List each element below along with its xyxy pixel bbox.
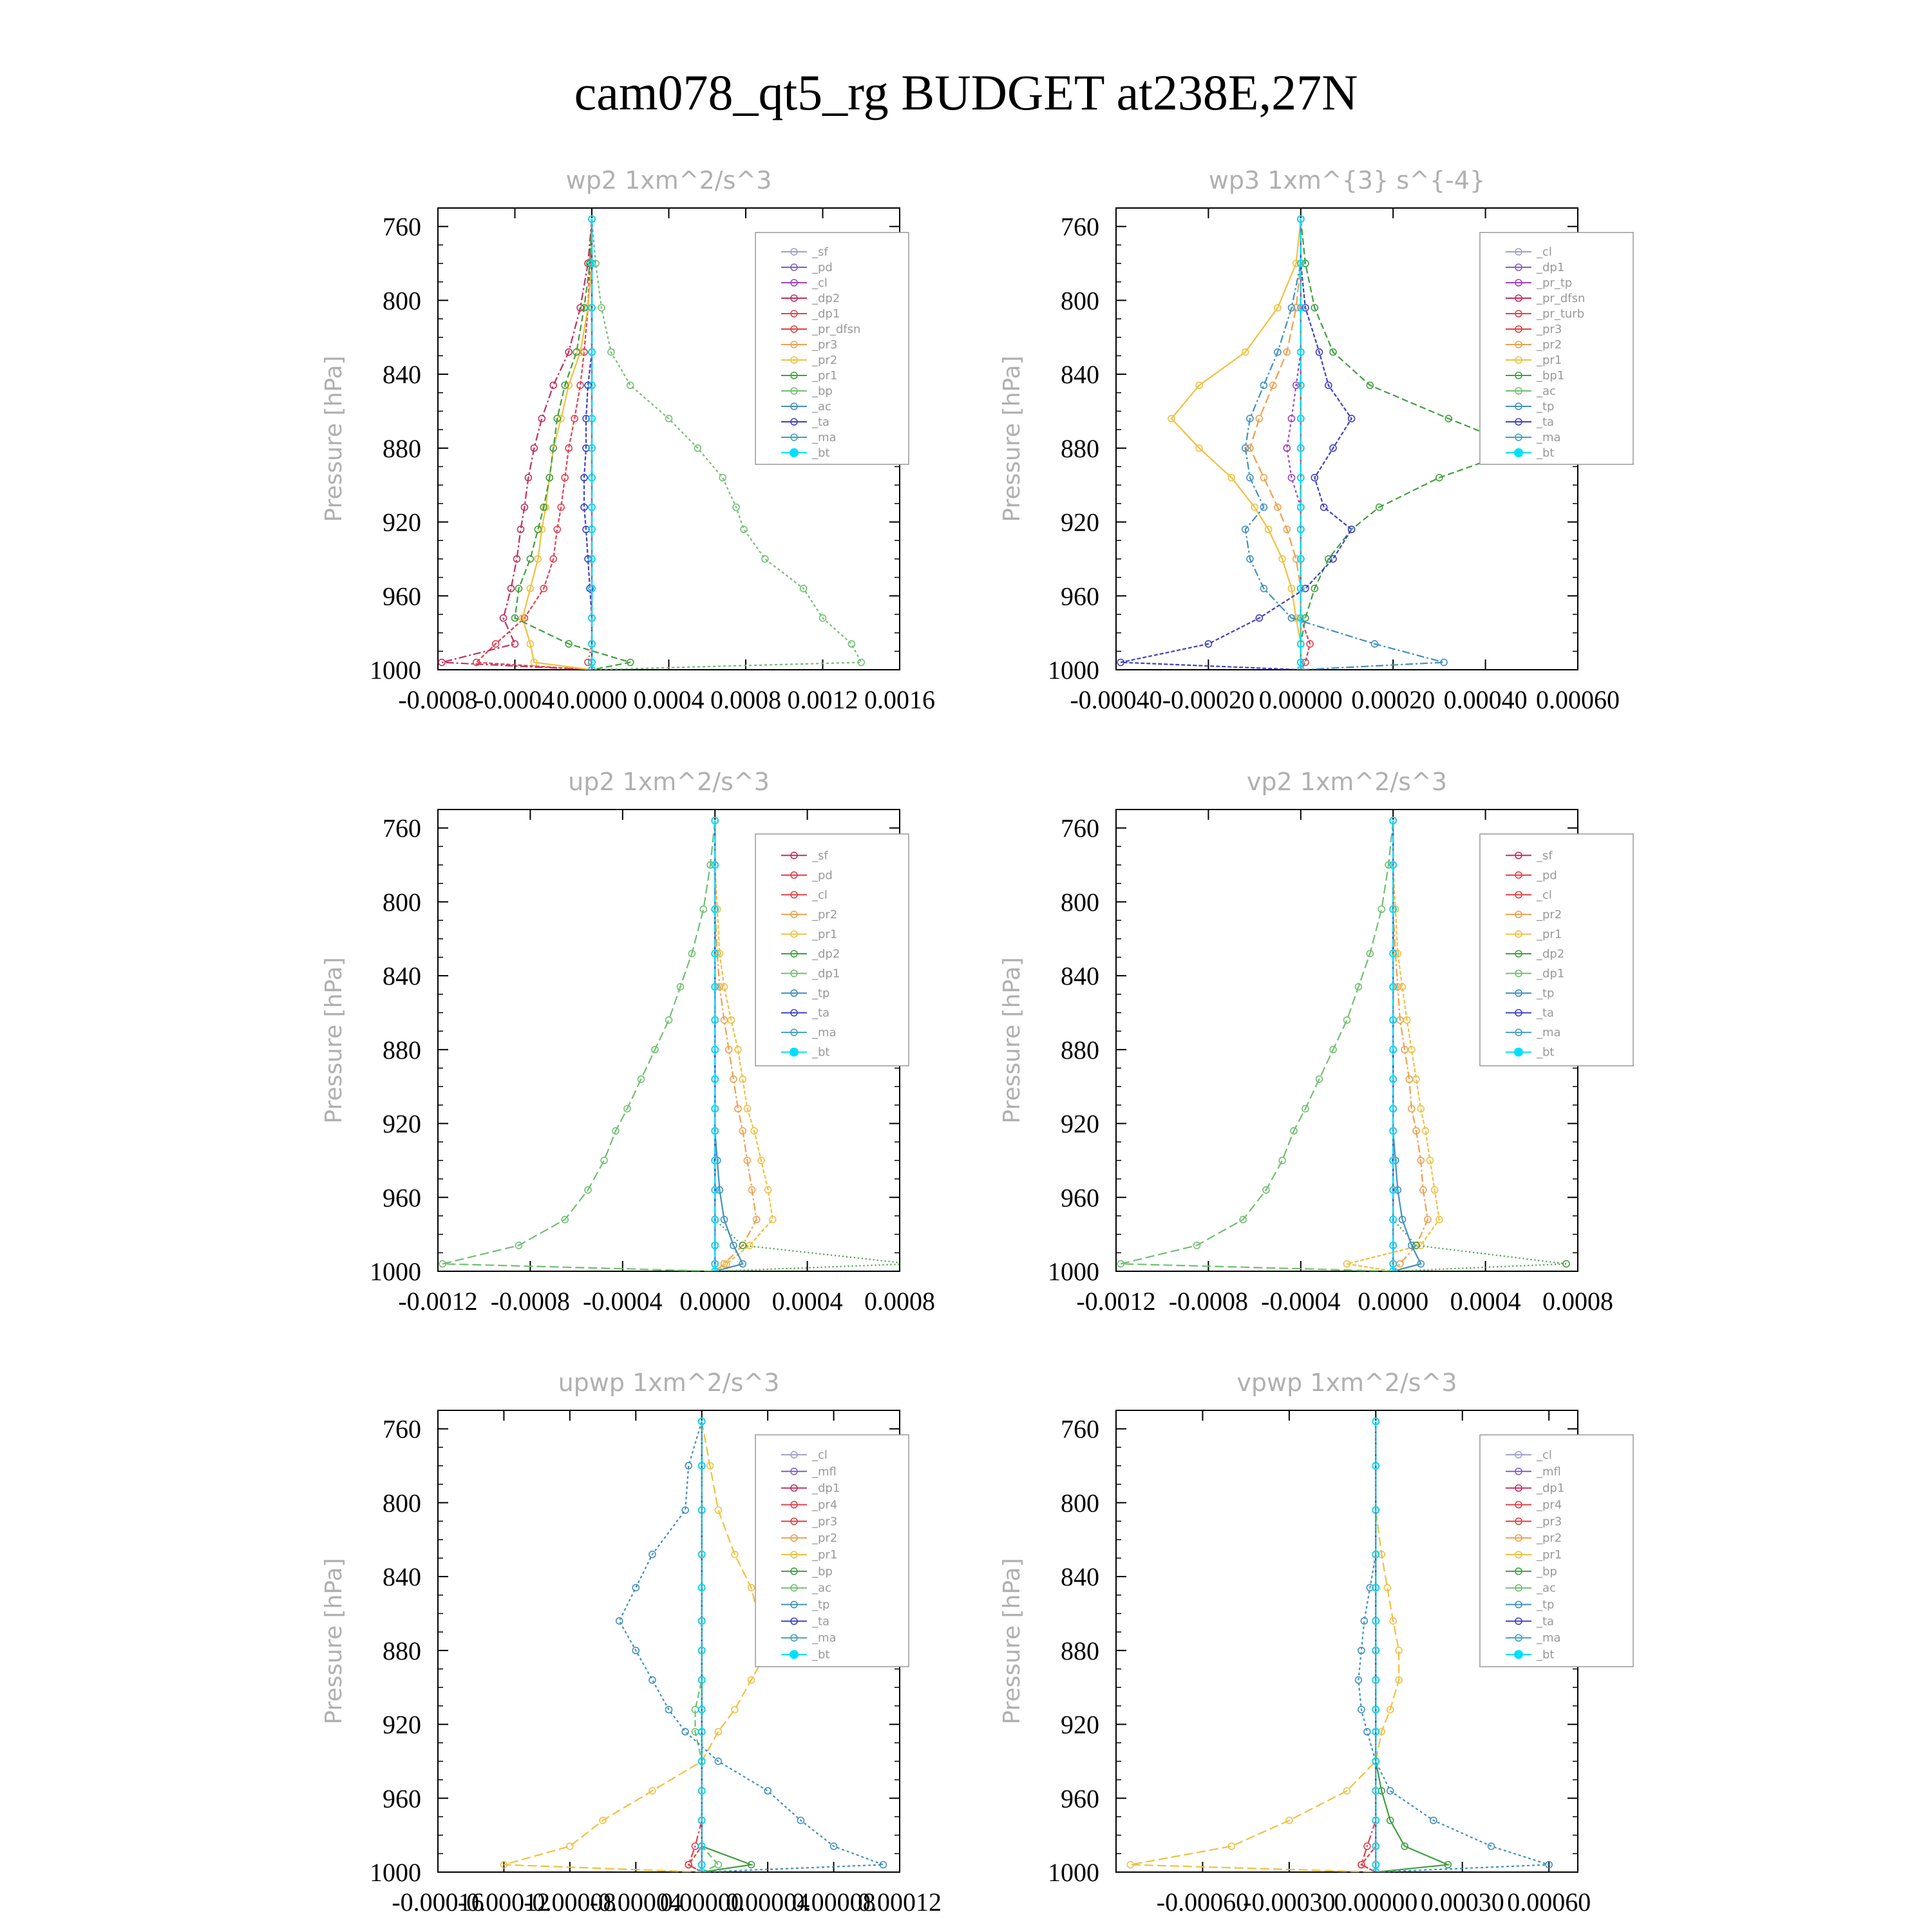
y-tick-label: 920 (383, 1710, 421, 1739)
legend-label: _dp2 (1537, 947, 1565, 961)
x-tick-label: -0.0008 (1168, 1287, 1249, 1316)
y-tick-label: 800 (383, 1488, 421, 1518)
legend (755, 834, 909, 1066)
legend-label: _pr2 (812, 907, 838, 922)
y-tick-label: 840 (383, 1562, 421, 1592)
y-tick-label: 960 (1061, 1784, 1099, 1814)
y-tick-label: 800 (1061, 1488, 1099, 1518)
legend-label: _ac (1537, 1581, 1556, 1595)
series-point (741, 526, 747, 533)
y-tick-label: 920 (383, 1109, 421, 1139)
y-tick-label: 960 (1061, 582, 1099, 611)
y-tick-label: 880 (383, 1636, 421, 1665)
legend-label: _bp (812, 1564, 833, 1578)
figure-title: cam078_qt5_rg BUDGET at238E,27N (574, 64, 1358, 120)
legend-label: _pr3 (1537, 323, 1562, 336)
x-tick-label: 0.0016 (864, 685, 935, 714)
x-tick-label: 0.0008 (1542, 1287, 1613, 1316)
y-axis-label: Pressure [hPa] (999, 355, 1025, 522)
series-point (732, 1707, 738, 1713)
panel-title: vp2 1xm^2/s^3 (1246, 768, 1448, 796)
x-tick-label: 0.0000 (1358, 1287, 1429, 1316)
legend-label: _dp1 (1537, 967, 1565, 981)
x-tick-label: 0.0004 (633, 685, 705, 714)
x-tick-label: 0.00060 (1536, 685, 1620, 714)
y-tick-label: 1000 (370, 1257, 421, 1286)
x-tick-label: -0.00004 (589, 1888, 682, 1917)
legend-marker (790, 448, 799, 457)
legend (755, 232, 909, 464)
legend-label: _pr_dfsn (812, 323, 861, 336)
chart-panel-3 (321, 768, 935, 1316)
legend-label: _ma (1537, 431, 1561, 444)
y-tick-label: 760 (383, 212, 421, 242)
y-tick-label: 800 (1061, 286, 1099, 316)
legend-marker (1514, 448, 1523, 457)
series-point (908, 1261, 914, 1267)
series-line-tp (1393, 820, 1421, 1271)
legend-label: _tp (1537, 400, 1555, 413)
series-group (1117, 216, 1526, 673)
series-line-pr2 (523, 219, 592, 670)
legend (1480, 1435, 1633, 1667)
legend-label: _pr2 (812, 1531, 838, 1546)
y-tick-label: 800 (383, 286, 421, 316)
legend-label: _ma (812, 1026, 837, 1040)
panel-title: wp3 1xm^{3} s^{-4} (1208, 166, 1486, 194)
x-tick-label: -0.00008 (524, 1888, 616, 1917)
legend-label: _pr4 (1537, 1498, 1562, 1512)
legend-label: _bt (1537, 446, 1555, 460)
x-tick-label: -0.0008 (490, 1287, 571, 1316)
panel-title: upwp 1xm^2/s^3 (558, 1368, 780, 1397)
legend-label: _tp (1537, 1598, 1555, 1612)
y-tick-label: 1000 (1048, 1257, 1099, 1286)
series-point (649, 1677, 656, 1683)
y-tick-label: 800 (1061, 887, 1099, 917)
series-point (627, 382, 634, 388)
y-tick-label: 840 (1061, 961, 1099, 991)
x-tick-label: 0.0008 (864, 1287, 935, 1316)
x-tick-label: 0.00030 (1420, 1888, 1504, 1917)
legend-label: _ma (812, 431, 837, 444)
legend-label: _ta (812, 415, 830, 429)
x-tick-label: 0.00000 (659, 1888, 744, 1917)
legend-marker (790, 1048, 799, 1057)
y-tick-label: 760 (1061, 212, 1099, 242)
y-tick-label: 960 (383, 1183, 421, 1213)
legend-label: _pr1 (812, 927, 838, 942)
series-point (682, 1728, 688, 1735)
chart-panel-6 (999, 1368, 1633, 1917)
legend-label: _tp (812, 987, 830, 1001)
series-line-pr1 (1171, 219, 1301, 670)
legend-label: _cl (1537, 245, 1552, 259)
series-line-ta (1121, 219, 1352, 670)
y-tick-label: 1000 (370, 656, 421, 685)
y-tick-label: 1000 (1048, 1858, 1099, 1887)
y-tick-label: 920 (1061, 1109, 1099, 1139)
y-tick-label: 760 (383, 813, 421, 843)
legend-label: _mfl (1537, 1464, 1561, 1479)
x-tick-label: 0.0012 (787, 685, 858, 714)
series-line-pr_turb (1301, 219, 1310, 670)
series-point (715, 1728, 721, 1735)
legend-label: _cl (812, 276, 828, 290)
series-point (567, 1843, 573, 1850)
series-line-bp (702, 1421, 752, 1872)
legend-label: _dp1 (1537, 261, 1565, 274)
panel-title: wp2 1xm^2/s^3 (565, 166, 772, 194)
legend-label: _pr_dfsn (1537, 292, 1586, 305)
series-point (848, 641, 855, 647)
x-tick-label: 0.0000 (556, 685, 627, 714)
x-tick-label: -0.00030 (1243, 1888, 1336, 1917)
legend-label: _cl (812, 1448, 828, 1462)
y-tick-label: 840 (1061, 1562, 1099, 1592)
series-point (715, 1862, 721, 1868)
series-point (1260, 382, 1267, 388)
series-point (550, 382, 556, 388)
series-point (632, 1584, 639, 1591)
legend-label: _mfl (812, 1464, 837, 1479)
legend-label: _ma (812, 1631, 837, 1645)
x-tick-label: 0.0008 (710, 685, 781, 714)
y-tick-label: 960 (383, 1784, 421, 1814)
x-tick-label: -0.0012 (1076, 1287, 1156, 1316)
legend-label: _cl (812, 888, 828, 902)
legend-label: _sf (812, 245, 828, 259)
legend-label: _dp1 (812, 1481, 840, 1495)
series-line-dp1 (442, 820, 715, 1271)
series-point (1260, 475, 1267, 481)
x-tick-label: 0.00020 (1351, 685, 1435, 714)
legend-label: _bt (1537, 1648, 1555, 1662)
y-tick-label: 920 (383, 507, 421, 537)
x-tick-label: -0.0012 (398, 1287, 478, 1316)
series-line-pr1 (1130, 1421, 1399, 1872)
legend-marker (1514, 1048, 1523, 1057)
legend-label: _pr1 (1537, 927, 1562, 942)
x-tick-label: -0.00020 (1162, 685, 1255, 714)
y-tick-label: 840 (1061, 360, 1099, 390)
legend-label: _dp1 (812, 967, 840, 981)
x-tick-label: -0.0004 (475, 685, 555, 714)
y-tick-label: 960 (383, 582, 421, 611)
panel-title: up2 1xm^2/s^3 (568, 768, 770, 796)
x-tick-label: -0.00060 (1156, 1888, 1249, 1917)
series-point (601, 1157, 607, 1164)
x-tick-label: 0.00060 (1507, 1888, 1591, 1917)
series-line-pr3 (688, 1421, 702, 1872)
y-tick-label: 960 (1061, 1183, 1099, 1213)
y-axis-label: Pressure [hPa] (999, 1558, 1025, 1725)
series-point (616, 1618, 623, 1624)
legend-label: _pd (812, 868, 833, 882)
series-point (719, 475, 726, 481)
legend-label: _pr1 (812, 369, 838, 383)
series-point (1279, 1157, 1285, 1164)
legend-label: _pr2 (1537, 907, 1562, 922)
legend-label: _pr2 (1537, 1531, 1562, 1546)
y-tick-label: 840 (383, 961, 421, 991)
series-line-bp (1376, 1421, 1448, 1872)
legend-label: _pr3 (812, 1515, 838, 1529)
series-point (1344, 1017, 1350, 1023)
series-point (1330, 556, 1336, 562)
panels (321, 166, 1633, 1917)
y-tick-label: 880 (1061, 1636, 1099, 1665)
y-axis-label: Pressure [hPa] (321, 1558, 347, 1725)
series-point (764, 1788, 771, 1794)
legend-label: _pr_tp (1537, 276, 1573, 290)
series-line-pr3 (1361, 1421, 1376, 1872)
y-tick-label: 840 (383, 360, 421, 390)
chart-panel-5 (321, 1368, 942, 1917)
y-tick-label: 880 (1061, 1035, 1099, 1065)
legend-label: _sf (812, 849, 828, 863)
panel-title: vpwp 1xm^2/s^3 (1236, 1368, 1457, 1397)
y-tick-label: 880 (1061, 433, 1099, 463)
y-tick-label: 920 (1061, 507, 1099, 537)
legend-label: _sf (1537, 849, 1553, 863)
series-line-pr4 (688, 1421, 702, 1872)
legend-label: _dp2 (812, 947, 840, 961)
y-axis-label: Pressure [hPa] (321, 355, 347, 522)
legend-label: _bt (812, 1648, 830, 1662)
x-tick-label: -0.00012 (457, 1888, 551, 1917)
series-line-pr1 (515, 219, 630, 670)
legend (755, 1435, 909, 1667)
x-tick-label: 0.00004 (726, 1888, 810, 1917)
legend-label: _ta (812, 1006, 830, 1020)
legend-label: _ac (812, 400, 831, 413)
series-point (762, 556, 768, 562)
legend-label: _dp1 (1537, 1481, 1565, 1495)
x-tick-label: -0.0008 (398, 685, 478, 714)
y-tick-label: 760 (1061, 1414, 1099, 1444)
legend (1480, 834, 1633, 1066)
legend (1480, 232, 1633, 464)
legend-label: _bp (812, 384, 833, 398)
legend-label: _ta (1537, 1615, 1555, 1629)
y-tick-label: 760 (1061, 813, 1099, 843)
chart-panel-4 (999, 768, 1633, 1316)
legend-label: _ac (1537, 384, 1556, 398)
legend-label: _ta (1537, 415, 1555, 429)
legend-label: _pr1 (812, 1548, 838, 1562)
legend-marker (1514, 1650, 1523, 1659)
legend-label: _dp1 (812, 307, 840, 321)
legend-label: _pr4 (812, 1498, 838, 1512)
legend-label: _bp (1537, 1564, 1557, 1578)
legend-label: _pr_turb (1537, 307, 1585, 321)
legend-label: _pr2 (812, 354, 838, 367)
series-line-dp1 (1121, 820, 1393, 1271)
legend-label: _tp (812, 1598, 830, 1612)
legend-label: _dp2 (812, 292, 840, 305)
legend-label: _pr1 (1537, 1548, 1562, 1562)
x-tick-label: 0.0004 (1450, 1287, 1521, 1316)
legend-label: _cl (1537, 1448, 1552, 1462)
x-tick-label: -0.00016 (392, 1888, 484, 1917)
chart-panel-1 (321, 166, 935, 714)
chart-panel-2 (999, 166, 1633, 714)
legend-label: _pr1 (1537, 354, 1562, 367)
x-tick-label: -0.0004 (1261, 1287, 1341, 1316)
y-axis-label: Pressure [hPa] (321, 957, 347, 1124)
series-line-pr4 (1361, 1421, 1376, 1872)
series-point (1563, 1261, 1569, 1267)
legend-label: _pd (1537, 868, 1557, 882)
legend-label: _cl (1537, 888, 1552, 902)
y-tick-label: 800 (383, 887, 421, 917)
x-tick-label: 0.0000 (679, 1287, 751, 1316)
legend-label: _bt (812, 1045, 830, 1059)
y-tick-label: 760 (383, 1414, 421, 1444)
legend-label: _bp1 (1537, 369, 1565, 383)
x-tick-label: -0.0004 (583, 1287, 663, 1316)
legend-label: _ta (1537, 1006, 1555, 1020)
legend-label: _ma (1537, 1026, 1561, 1040)
x-tick-label: 0.00000 (1334, 1888, 1418, 1917)
legend-label: _pr3 (1537, 1515, 1562, 1529)
legend-marker (790, 1650, 799, 1659)
y-axis-label: Pressure [hPa] (999, 957, 1025, 1124)
series-point (880, 1862, 886, 1868)
series-point (1397, 1261, 1403, 1267)
legend-label: _bt (812, 446, 830, 460)
legend-label: _pr3 (812, 338, 838, 352)
x-tick-label: 0.0004 (772, 1287, 843, 1316)
x-tick-label: 0.00000 (1258, 685, 1343, 714)
x-tick-label: 0.00012 (858, 1888, 942, 1917)
legend-label: _ac (812, 1581, 831, 1595)
legend-label: _pd (812, 261, 833, 274)
legend-label: _tp (1537, 987, 1555, 1001)
y-tick-label: 880 (383, 433, 421, 463)
x-tick-label: 0.00040 (1443, 685, 1528, 714)
series-line-ta (584, 219, 592, 670)
legend-label: _ta (812, 1615, 830, 1629)
series-line-tp (1245, 219, 1444, 670)
x-tick-label: -0.00040 (1070, 685, 1162, 714)
series-point (666, 1017, 672, 1023)
legend-label: _bt (1537, 1045, 1555, 1059)
y-tick-label: 1000 (1048, 656, 1099, 685)
y-tick-label: 1000 (370, 1858, 421, 1887)
legend-label: _ma (1537, 1631, 1561, 1645)
y-tick-label: 880 (383, 1035, 421, 1065)
y-tick-label: 920 (1061, 1710, 1099, 1739)
legend-label: _pr2 (1537, 338, 1562, 352)
x-tick-label: 0.00008 (791, 1888, 876, 1917)
